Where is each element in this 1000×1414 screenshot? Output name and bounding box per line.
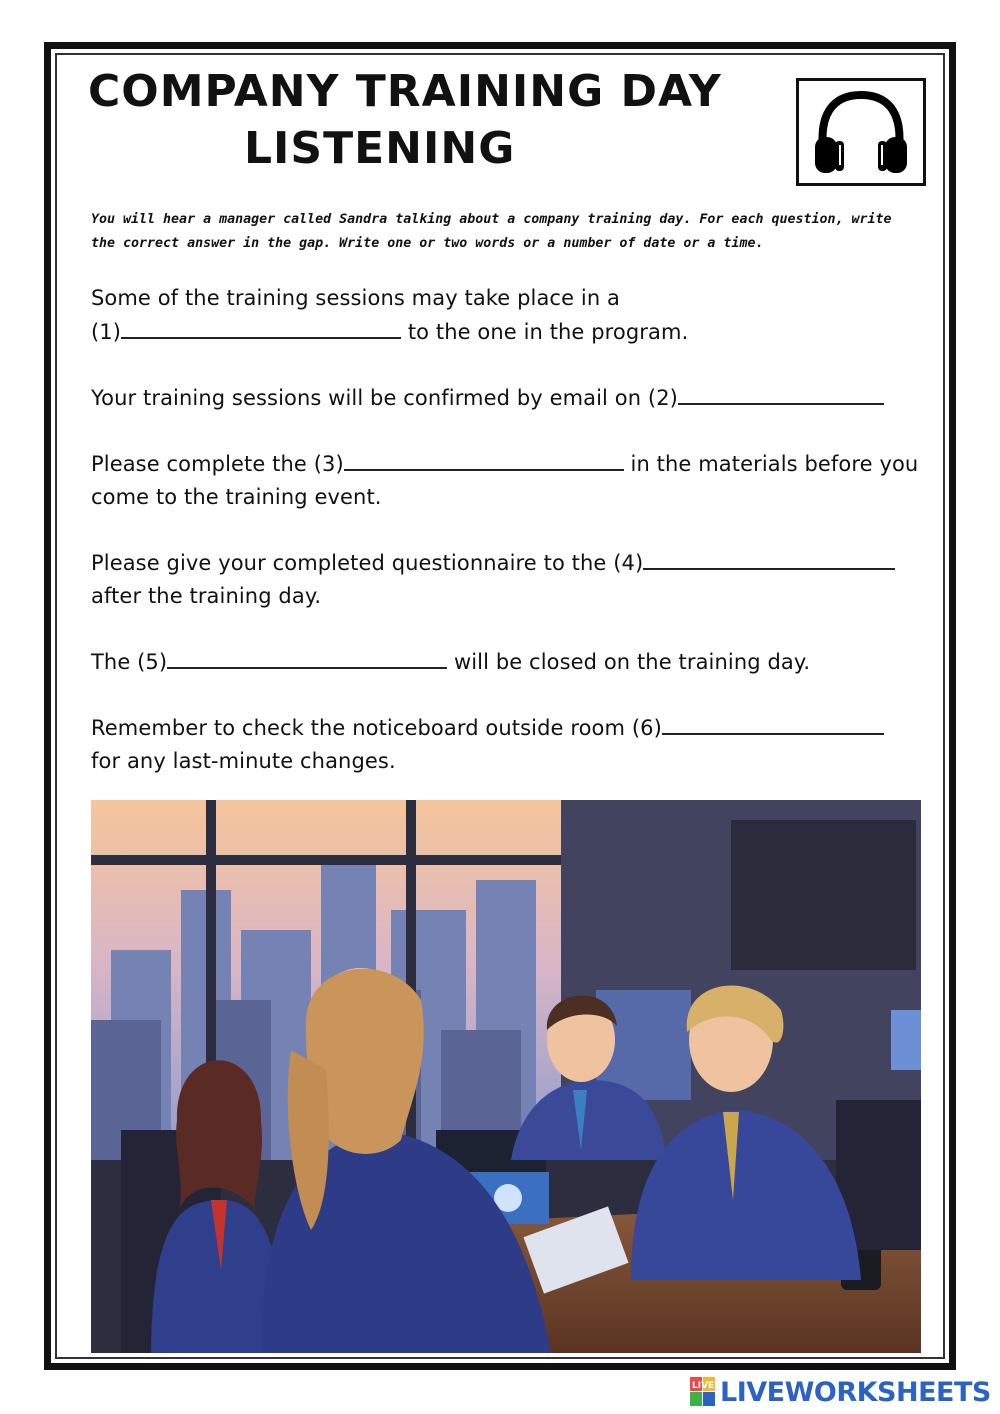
answer-blank-4[interactable] xyxy=(643,546,895,570)
title-line-1: COMPANY TRAINING DAY xyxy=(88,66,722,117)
question-3: Please complete the (3) in the materials before you come to the training event. xyxy=(91,447,921,514)
question-4: Please give your completed questionnaire to the (4) after the training day. xyxy=(91,546,921,613)
question-2: Your training sessions will be confirmed by email on (2) xyxy=(91,381,921,415)
headphones-icon-box xyxy=(796,78,926,186)
question-5: The (5) will be closed on the training day. xyxy=(91,645,921,679)
instructions: You will hear a manager called Sandra talking about a company training day. For each question, write the correct answer in the gap. Write one or two words or a number of date or a time. xyxy=(91,212,892,251)
answer-blank-3[interactable] xyxy=(344,447,624,471)
headphones-icon xyxy=(809,89,913,175)
answer-blank-2[interactable] xyxy=(678,381,884,405)
question-list xyxy=(91,282,921,810)
liveworksheets-brand[interactable] xyxy=(690,1375,991,1409)
brand-name: LIVEWORKSHEETS xyxy=(720,1376,991,1408)
page-title xyxy=(88,66,748,176)
question-1: Some of the training sessions may take place in a (1) to the one in the program. xyxy=(91,286,689,344)
liveworksheets-logo-icon xyxy=(690,1377,716,1407)
answer-blank-6[interactable] xyxy=(662,711,884,735)
answer-blank-1[interactable] xyxy=(121,315,401,339)
title-line-2: LISTENING xyxy=(244,122,516,174)
question-6: Remember to check the noticeboard outside room (6) for any last-minute changes. xyxy=(91,711,921,778)
svg-text:LIVE: LIVE xyxy=(692,1381,715,1391)
answer-blank-5[interactable] xyxy=(167,645,447,669)
office-meeting-illustration xyxy=(91,800,921,1353)
